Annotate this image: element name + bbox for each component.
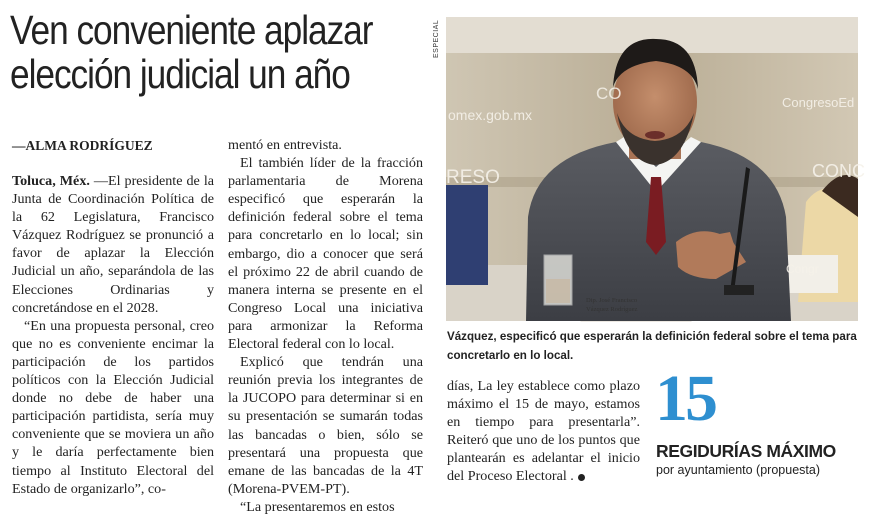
headline-line-2: elección judicial un año [10,51,350,97]
dateline: Toluca, Méx. [12,173,90,189]
end-mark-icon [578,474,585,481]
wall-text-cong: Congr [786,262,819,276]
paragraph [447,377,640,486]
paragraph: “La presentaremos en estos [240,498,395,515]
article-column-1 [12,172,214,498]
photo-illustration [446,17,865,321]
wall-text-left: omex.gob.mx [448,107,533,123]
wall-text-reso: RESO [446,167,500,188]
article-column-3 [447,377,640,486]
paragraph: “En una propuesta personal, creo que no es conveniente encimar la participación de los partidos políticos con la Elección Judicial donde no debe de haber una participación partidista, sería muy conveniente que se moviera un año y le daría perfectamente bien tiempo al Instituto Electoral del Estado de organizarlo”, co- [12,317,214,497]
wall-text-conc: CONC [812,161,865,181]
paragraph: El también líder de la fracción parlamentaria de Morena especificó que esperarán la definición federal sobre el tema para concretarlo en lo local; sin embargo, dio a conocer que será el próximo 22 de abril cuando de manera interna se presente en el Congreso Local una iniciativa para armonizar la Reforma Electoral federal con lo local. [228,155,423,353]
byline: —ALMA RODRÍGUEZ [12,138,153,153]
wall-text-right: CongresoEd [782,95,855,110]
news-photo [446,17,865,321]
nameplate-line-2: Vázquez Rodríguez [586,306,638,313]
paragraph: mentó en entrevista. [228,137,342,153]
paragraph: Explicó que tendrán una reunión previa los integrantes de la JUCOPO para determinar si en su presentación se sumarán todas las bancadas o bien, sólo se presentará una propuesta que emane de las bancadas de la 4T (Morena-PVEM-PT). [228,354,423,497]
headline-line-1: Ven conveniente aplazar [10,7,373,53]
headline [10,7,373,97]
stat-title: REGIDURÍAS MÁXIMO [656,441,836,461]
nameplate-line-1: Dip. José Francisco [586,297,638,304]
paragraph-text: —El presidente de la Junta de Coordinación Política de la 62 Legislatura, Francisco Vázquez Rodríguez se pronunció a favor de aplazar la Elección Judicial un año, separándola de las Elecciones Ordinarias y concretándose en el 2028. [12,173,214,316]
stat-subtitle: por ayuntamiento (propuesta) [656,463,820,477]
photo-credit [433,14,443,74]
paragraph [12,172,214,317]
paragraph-text: días, La ley establece como plazo máximo el 15 de mayo, estamos en tiempo para presentarla”. Reiteró que uno de los puntos que plantearán es adelantar el inicio del Proceso Electoral . [447,378,640,485]
photo-caption: Vázquez, especificó que esperarán la definición federal sobre el tema para concretarlo en lo local. [447,330,857,362]
wall-text-top: CO [596,84,622,103]
photo-credit-text: ESPECIAL [433,19,440,58]
stat-number: 15 [655,362,715,435]
article-column-2 [228,136,423,516]
